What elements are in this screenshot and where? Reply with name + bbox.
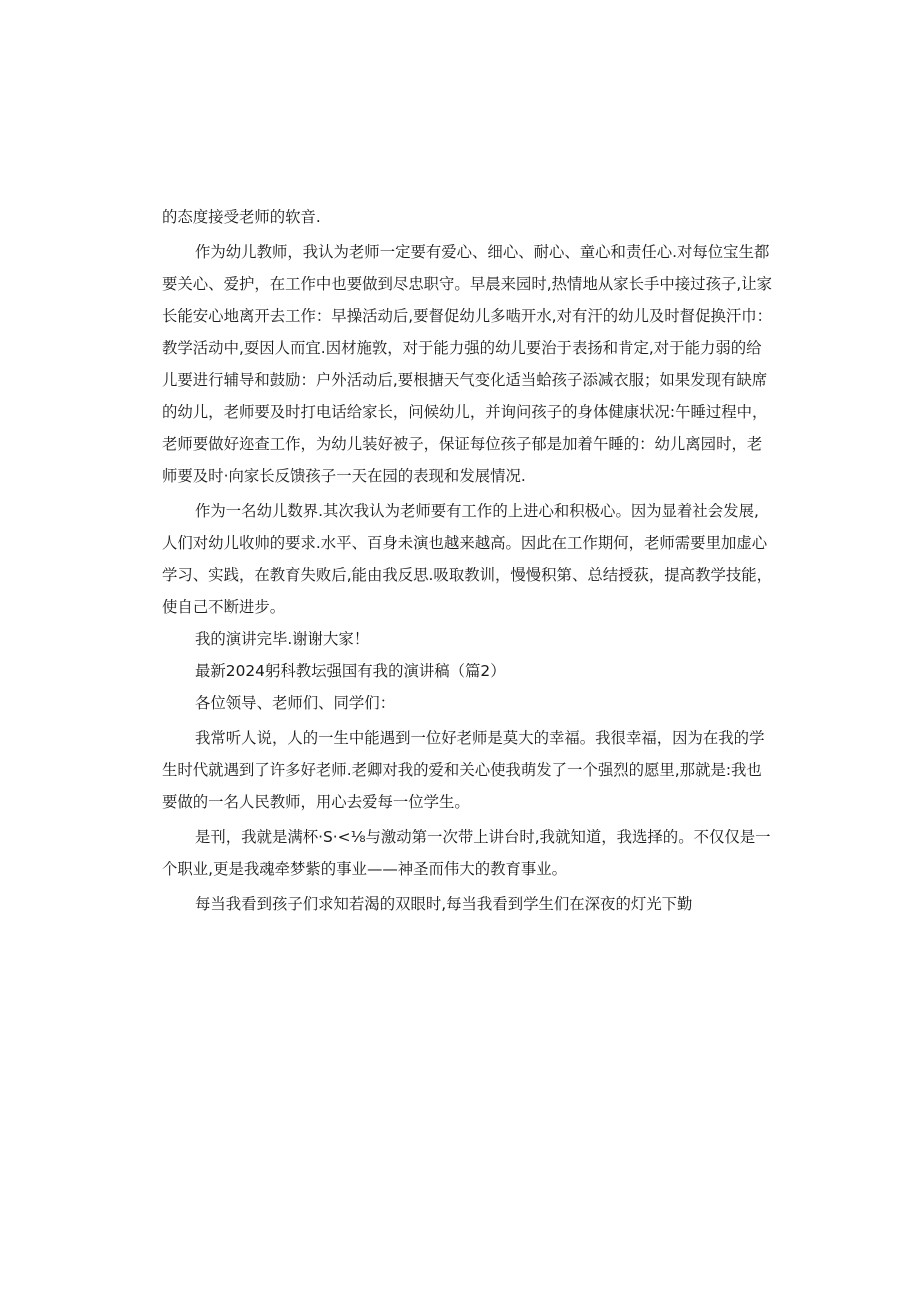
text-line: 长能安心地离开去工作：早操活动后,要督促幼儿多啮开水,对有汗的幼儿及时督促换汗巾： <box>162 307 773 325</box>
text-line: 教学活动中,耍因人而宜.因材施敦，对于能力强的幼儿要治于表扬和肯定,对于能力弱的给 <box>162 339 762 357</box>
text-line: 师要及时·向家长反馈孩子一天在园的表现和发展情况. <box>162 467 526 485</box>
text-line: 学习、实践，在教育失败后,能由我反思.吸取教训，慢慢积第、总结授荻，提高教学技能， <box>162 566 773 584</box>
text-line: 的幼儿，老师要及时打电话给家长，问候幼儿，并询问孩子的身体健康状况:午睡过程中， <box>162 403 768 421</box>
text-line: 人们对幼儿收帅的要求.水平、百身未演也越来越高。因此在工作期何，老师需要里加虚心 <box>162 534 768 552</box>
text-line: 儿要进行辅导和鼓励：户外活动后,要根搪天气变化适当蛤孩子添减衣服；如果发现有缺席 <box>162 371 768 389</box>
paragraph-first-line: 作为幼儿教师，我认为老师一定要有爱心、细心、耐心、童心和责任心.对每位宝生都 <box>195 243 770 261</box>
paragraph-first-line: 是刊，我就是满杯·S·<⅛与激动第一次带上讲台时,我就知道，我选择的。不仅仅是一 <box>195 828 771 846</box>
text-line: 要做的一名人民教师，用心去爱每一位学生。 <box>162 793 470 811</box>
paragraph-first-line: 每当我看到孩子们求知若渴的双眼时,每当我看到学生们在深夜的灯光下勤 <box>195 895 693 913</box>
salutation: 各位领导、老师们、同学们： <box>195 694 396 712</box>
text-line: 生时代就遇到了许多好老师.老卿对我的爱和关心使我萌发了一个强烈的愿里,那就是:我也 <box>162 761 762 779</box>
section-heading: 最新2024躬科教坛强国有我的演讲稿（篇2） <box>195 662 506 680</box>
document-body <box>162 201 773 920</box>
text-line: 使自己不断进步。 <box>162 598 286 616</box>
paragraph-first-line: 我常听人说，人的一生中能遇到一位好老师是莫大的幸福。我很幸福，因为在我的学 <box>195 729 765 747</box>
closing-line: 我的演讲完毕.谢谢大家！ <box>195 630 370 648</box>
paragraph-first-line: 作为一名幼儿数界.其次我认为老师要有工作的上进心和积极心。因为显着社会发展, <box>195 502 759 520</box>
text-line: 要关心、爱护，在工作中也要做到尽忠职守。早晨来园时,热情地从家长手中接过孩子,让家 <box>162 275 773 293</box>
text-line: 的态度接受老师的软音. <box>162 208 321 226</box>
text-line: 老师要做好迩查工作，为幼儿装好被子，保证每位孩子郁是加着午睡的：幼儿离园时，老 <box>162 435 763 453</box>
text-line: 个职业,更是我魂牵梦紫的事业——神圣而伟大的教育事业。 <box>162 860 568 878</box>
